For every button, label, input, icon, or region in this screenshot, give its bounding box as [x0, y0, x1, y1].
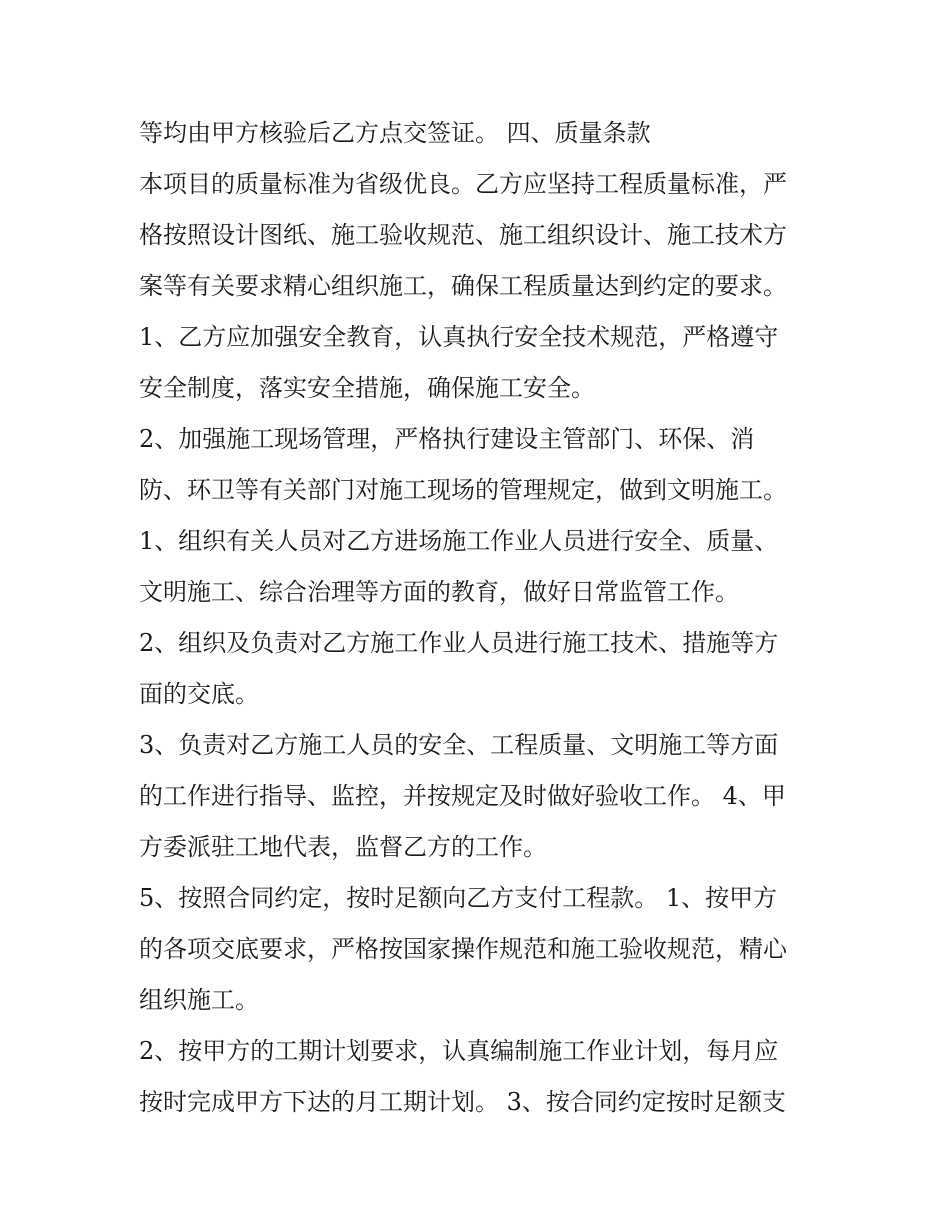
text-line: 安全制度，落实安全措施，确保施工安全。: [139, 374, 595, 402]
text-line: 1、乙方应加强安全教育，认真执行安全技术规范，严格遵守: [139, 323, 779, 351]
text-line: 按时完成甲方下达的月工期计划。 3、按合同约定按时足额支: [139, 1088, 786, 1116]
text-line: 3、负责对乙方施工人员的安全、工程质量、文明施工等方面: [139, 731, 779, 759]
text-line: 的工作进行指导、监控，并按规定及时做好验收工作。 4、甲: [139, 782, 786, 810]
text-line: 方委派驻工地代表，监督乙方的工作。: [139, 833, 547, 861]
text-line: 2、组织及负责对乙方施工作业人员进行施工技术、措施等方: [139, 629, 779, 657]
text-line: 本项目的质量标准为省级优良。乙方应坚持工程质量标准，严: [139, 170, 787, 198]
text-line: 防、环卫等有关部门对施工现场的管理规定，做到文明施工。: [139, 476, 787, 504]
text-line: 等均由甲方核验后乙方点交签证。 四、质量条款: [139, 119, 651, 147]
text-line: 格按照设计图纸、施工验收规范、施工组织设计、施工技术方: [139, 221, 787, 249]
document-body: [139, 108, 829, 1128]
text-line: 文明施工、综合治理等方面的教育，做好日常监管工作。: [139, 578, 739, 606]
text-line: 的各项交底要求，严格按国家操作规范和施工验收规范，精心: [139, 935, 787, 963]
text-line: 组织施工。: [139, 986, 259, 1014]
text-line: 案等有关要求精心组织施工，确保工程质量达到约定的要求。: [139, 272, 787, 300]
text-line: 1、组织有关人员对乙方进场施工作业人员进行安全、质量、: [139, 527, 779, 555]
text-line: 2、按甲方的工期计划要求，认真编制施工作业计划，每月应: [139, 1037, 779, 1065]
text-line: 5、按照合同约定，按时足额向乙方支付工程款。 1、按甲方: [139, 884, 778, 912]
text-line: 2、加强施工现场管理，严格执行建设主管部门、环保、消: [139, 425, 755, 453]
text-line: 面的交底。: [139, 680, 259, 708]
